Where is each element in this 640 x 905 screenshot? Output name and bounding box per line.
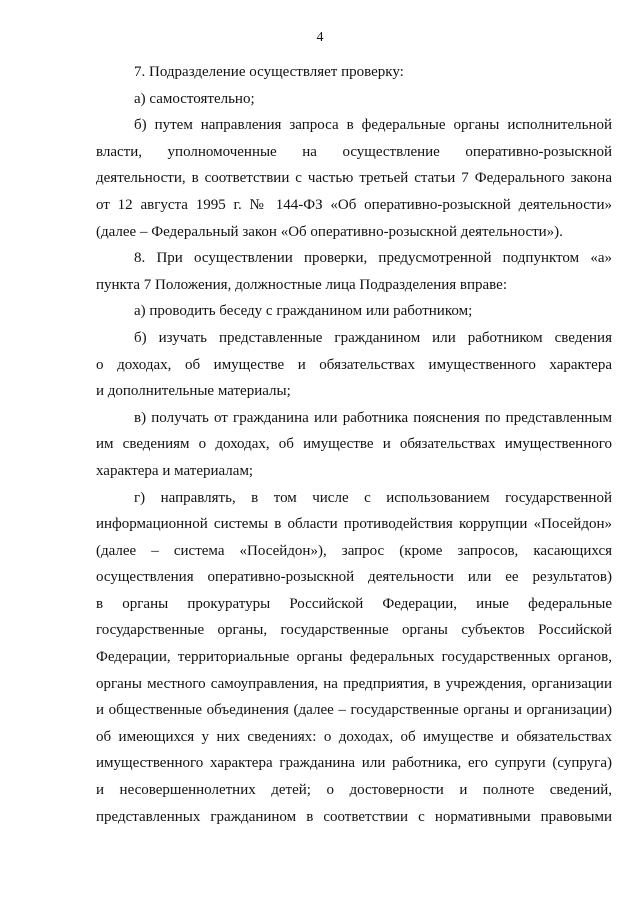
paragraph: [96, 298, 612, 325]
text-line: в) получать от гражданина или работника пояснения по представленным: [134, 409, 612, 426]
text-line: характера и материалам;: [96, 462, 254, 479]
text-line: осуществления оперативно-розыскной деятельности или ее результатов): [96, 569, 612, 586]
text-line: 8. При осуществлении проверки, предусмотренной подпунктом «а»: [134, 250, 612, 267]
text-line: о доходах, об имуществе и обязательствах имущественного характера: [96, 356, 612, 373]
paragraph: [96, 86, 612, 113]
document-body: [96, 59, 612, 830]
text-line: 7. Подразделение осуществляет проверку:: [134, 64, 404, 80]
text-line: (далее – система «Посейдон»), запрос (кроме запросов, касающихся: [96, 542, 612, 559]
text-line: г) направлять, в том числе с использованием государственной: [134, 489, 612, 506]
paragraph: [96, 485, 612, 831]
page-number: 4: [316, 30, 324, 45]
text-line: (далее – Федеральный закон «Об оперативно-розыскной деятельности»).: [96, 223, 563, 240]
text-line: от 12 августа 1995 г. № 144-ФЗ «Об оперативно-розыскной деятельности»: [96, 196, 612, 213]
text-line: имущественного характера гражданина или работника, его супруги (супруга): [96, 755, 612, 772]
text-line: власти, уполномоченные на осуществление оперативно-розыскной: [96, 143, 612, 160]
text-line: и общественные объединения (далее – государственные органы и организации): [96, 702, 612, 719]
paragraph: [96, 112, 612, 245]
text-line: об имеющихся у них сведениях: о доходах, об имуществе и обязательствах: [96, 728, 612, 745]
text-line: деятельности, в соответствии с частью третьей статьи 7 Федерального закона: [96, 170, 612, 187]
text-line: в органы прокуратуры Российской Федерации, иные федеральные: [96, 595, 612, 612]
text-line: и дополнительные материалы;: [96, 383, 291, 400]
text-line: и несовершеннолетних детей; о достоверности и полноте сведений,: [96, 782, 612, 799]
paragraph: [96, 59, 612, 86]
paragraph: [96, 325, 612, 405]
text-line: информационной системы в области противодействия коррупции «Посейдон»: [96, 516, 612, 533]
text-line: Федерации, территориальные органы федеральных государственных органов,: [96, 649, 612, 666]
text-line: пункта 7 Положения, должностные лица Подразделения вправе:: [96, 276, 507, 293]
paragraph: [96, 245, 612, 298]
text-line: органы местного самоуправления, на предприятия, в учреждения, организации: [96, 675, 612, 692]
paragraph: [96, 405, 612, 485]
text-line: представленных гражданином в соответствии с нормативными правовыми: [96, 808, 612, 825]
text-line: а) проводить беседу с гражданином или работником;: [134, 303, 473, 320]
text-line: б) изучать представленные гражданином или работником сведения: [134, 329, 612, 346]
text-line: б) путем направления запроса в федеральные органы исполнительной: [134, 117, 612, 134]
text-line: государственные органы, государственные органы субъектов Российской: [96, 622, 612, 639]
text-line: им сведениям о доходах, об имуществе и обязательствах имущественного: [96, 436, 612, 453]
text-line: а) самостоятельно;: [134, 90, 255, 107]
